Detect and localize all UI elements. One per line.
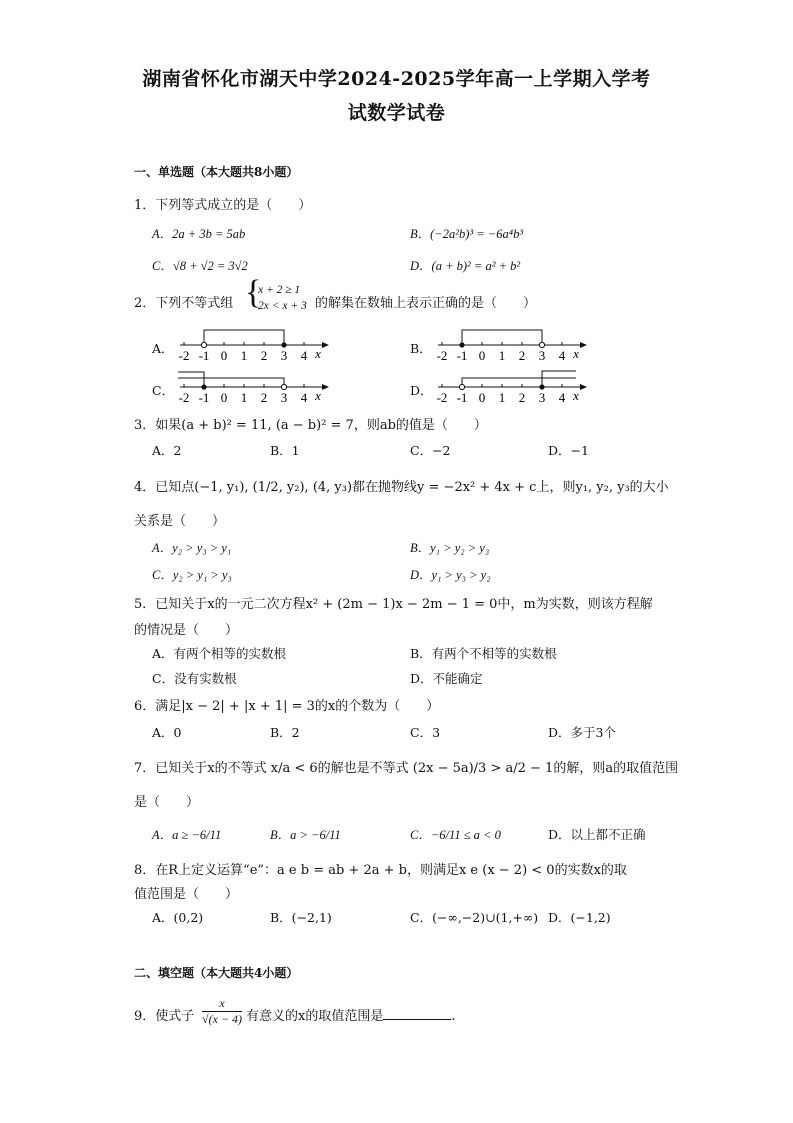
fraction-numerator: x: [202, 996, 242, 1012]
question-9-number: 9．使式子: [134, 1009, 195, 1024]
q3-option-c: C．−2: [410, 443, 451, 458]
inequality-1: x + 2 ≥ 1: [258, 284, 301, 296]
question-8-stem-cont: 值范围是（ ）: [134, 887, 239, 902]
axis-variable: x: [315, 346, 321, 361]
q4-option-a: A．y₂ > y₃ > y₁: [152, 541, 232, 555]
tick-label: -1: [198, 390, 210, 405]
section-heading-fill-in: 二、填空题（本大题共4小题）: [134, 966, 299, 980]
tick-label: 0: [220, 348, 228, 363]
tick-label: 3: [280, 348, 288, 363]
tick-label: 3: [538, 390, 546, 405]
question-3-stem: 3．如果(a + b)² = 11, (a − b)² = 7，则ab的值是（ ）: [134, 418, 487, 433]
q8-option-c: C．(−∞,−2)∪(1,+∞): [410, 910, 539, 925]
inequality-system: [258, 282, 307, 314]
number-line-b: [430, 322, 590, 366]
tick-label: 3: [538, 348, 546, 363]
question-5-stem-cont: 的情况是（ ）: [134, 623, 239, 638]
answer-blank[interactable]: [383, 1007, 451, 1020]
question-7-stem: 7．已知关于x的不等式 x/a < 6的解也是不等式 (2x − 5a)/3 > a/2 − 1的解，则a的取值范围: [134, 761, 679, 776]
tick-label: 4: [558, 348, 566, 363]
q2-option-d: D．: [410, 383, 433, 398]
page-title-line2: 试数学试卷: [347, 102, 446, 124]
q5-option-b: B．有两个不相等的实数根: [410, 646, 557, 661]
q3-option-a: A．2: [152, 443, 182, 458]
page-title: 湖南省怀化市湖天中学2024-2025学年高一上学期入学考: [142, 68, 651, 90]
q5-option-a: A．有两个相等的实数根: [152, 646, 287, 661]
tick-label: 2: [518, 348, 526, 363]
q1-option-c: C．√8 + √2 = 3√2: [152, 259, 248, 273]
q7-option-c: C．−6/11 ≤ a < 0: [410, 828, 501, 842]
inequality-2: 2x < x + 3: [258, 300, 307, 312]
q8-option-b: B．(−2,1): [270, 910, 332, 925]
tick-label: 1: [498, 390, 506, 405]
tick-label: 3: [280, 390, 288, 405]
tick-label: 1: [498, 348, 506, 363]
q3-option-b: B．1: [270, 443, 300, 458]
tick-label: 4: [300, 390, 308, 405]
question-7-stem-cont: 是（ ）: [134, 795, 200, 810]
question-9-tail: [246, 1005, 455, 1024]
tick-label: 2: [518, 390, 526, 405]
question-4-stem-cont: 关系是（ ）: [134, 514, 226, 529]
tick-label: 1: [240, 390, 248, 405]
question-9-text: 有意义的x的取值范围是: [246, 1009, 384, 1024]
q8-option-a: A．(0,2): [152, 910, 204, 925]
tick-label: -2: [178, 390, 190, 405]
q4-option-d: D．y₁ > y₃ > y₂: [410, 568, 491, 582]
q3-option-d: D．−1: [548, 443, 589, 458]
number-line-d: [430, 364, 590, 408]
tick-label: 1: [240, 348, 248, 363]
tick-label: 0: [478, 390, 486, 405]
axis-variable: x: [315, 388, 321, 403]
q1-option-b: B．(−2a²b)³ = −6a⁴b³: [410, 227, 524, 241]
tick-label: 2: [260, 390, 268, 405]
question-2-number: 2．下列不等式组: [134, 296, 234, 311]
tick-label: -2: [178, 348, 190, 363]
axis-variable: x: [573, 346, 579, 361]
system-brace: {: [245, 274, 262, 311]
question-9-end: .: [451, 1009, 456, 1024]
number-line-a: [172, 322, 332, 366]
tick-label: -2: [436, 390, 448, 405]
number-line-c: [172, 364, 332, 408]
q2-option-a: A．: [152, 341, 174, 356]
q7-option-b: B．a > −6/11: [270, 828, 341, 842]
fraction-denominator: √(x − 4): [202, 1012, 243, 1026]
q4-option-b: B．y₁ > y₂ > y₃: [410, 541, 490, 555]
question-1-stem: 1．下列等式成立的是（ ）: [134, 198, 312, 213]
q6-option-b: B．2: [270, 725, 300, 740]
tick-label: -1: [456, 390, 468, 405]
q7-option-a: A．a ≥ −6/11: [152, 828, 222, 842]
tick-label: -1: [456, 348, 468, 363]
tick-label: -2: [436, 348, 448, 363]
axis-variable: x: [573, 388, 579, 403]
q5-option-c: C．没有实数根: [152, 671, 237, 686]
tick-label: 4: [558, 390, 566, 405]
q9-fraction: [202, 996, 242, 1027]
q4-option-c: C．y₂ > y₁ > y₃: [152, 568, 232, 582]
q5-option-d: D．不能确定: [410, 671, 483, 686]
tick-label: 2: [260, 348, 268, 363]
question-4-stem: 4．已知点(−1, y₁), (1/2, y₂), (4, y₃)都在抛物线y = −2x² + 4x + c上，则y₁, y₂, y₃的大小: [134, 480, 669, 495]
q2-option-b: B．: [410, 341, 432, 356]
tick-label: 4: [300, 348, 308, 363]
tick-label: 0: [220, 390, 228, 405]
q2-option-c: C．: [152, 383, 175, 398]
q8-option-d: D．(−1,2): [548, 910, 611, 925]
question-8-stem: 8．在R上定义运算“e”：a e b = ab + 2a + b，则满足x e (x − 2) < 0的实数x的取: [134, 863, 627, 878]
q1-option-d: D．(a + b)² = a² + b²: [410, 259, 521, 273]
q6-option-d: D．多于3个: [548, 725, 616, 740]
section-heading-single-choice: 一、单选题（本大题共8小题）: [134, 165, 299, 179]
question-5-stem: 5．已知关于x的一元二次方程x² + (2m − 1)x − 2m − 1 = 0中，m为实数，则该方程解: [134, 597, 653, 612]
q1-option-a: A．2a + 3b = 5ab: [152, 227, 246, 241]
q6-option-a: A．0: [152, 725, 182, 740]
tick-label: -1: [198, 348, 210, 363]
question-6-stem: 6．满足|x − 2| + |x + 1| = 3的x的个数为（ ）: [134, 699, 440, 714]
q6-option-c: C．3: [410, 725, 441, 740]
question-2-tail: 的解集在数轴上表示正确的是（ ）: [315, 296, 537, 311]
q7-option-d: D．以上都不正确: [548, 827, 646, 842]
tick-label: 0: [478, 348, 486, 363]
